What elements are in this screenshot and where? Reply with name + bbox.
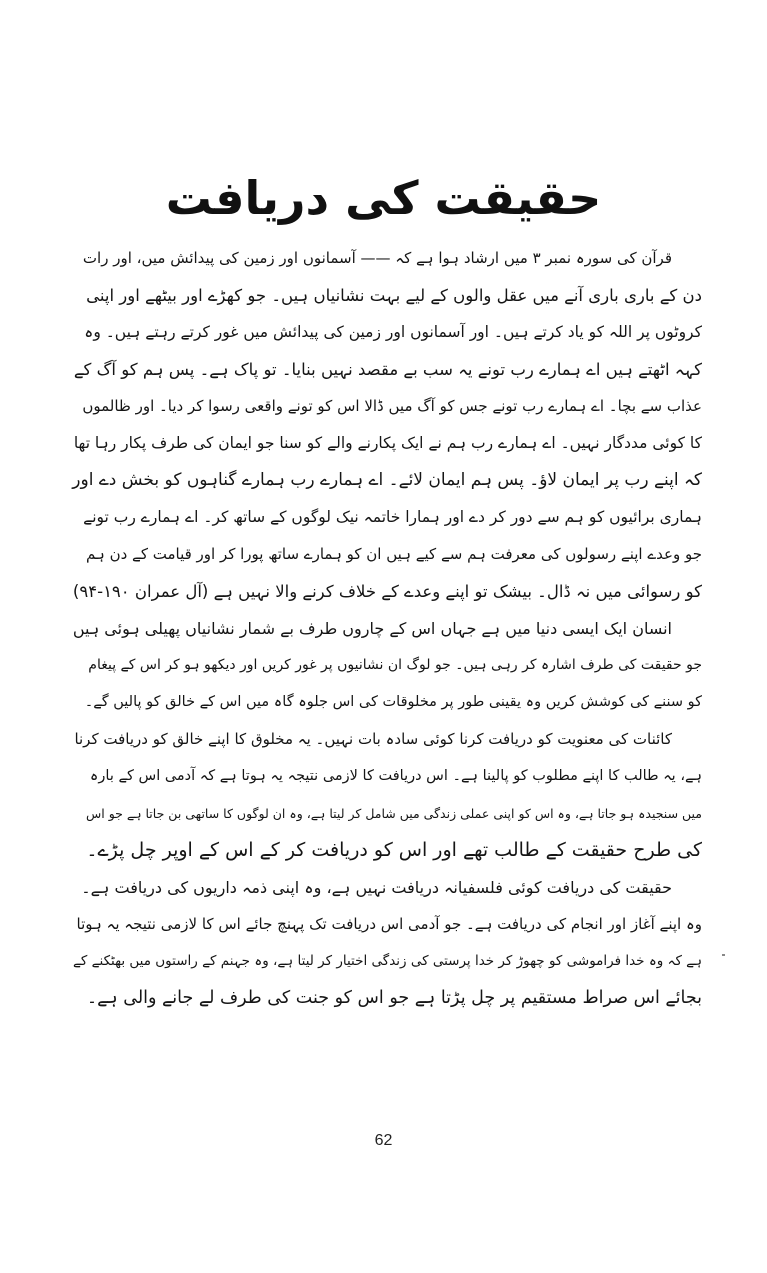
text-line: قرآن کی سورہ نمبر ۳ میں ارشاد ہوا ہے کہ —— آسمانوں اور زمین کی پیدائش میں، اور رات xyxy=(82,249,672,267)
text-line: ہماری برائیوں کو ہم سے دور کر دے اور ہمارا خاتمہ نیک لوگوں کے ساتھ کر۔ اے ہمارے رب تونے xyxy=(83,508,702,526)
text-line: کی طرح حقیقت کے طالب تھے اور اس کو دریافت کر کے اس کے اوپر چل پڑے۔ xyxy=(86,839,702,861)
text-line: میں سنجیدہ ہو جاتا ہے، وہ اس کو اپنی عملی زندگی میں شامل کر لیتا ہے، وہ ان لوگوں کا ساتھی بن جاتا ہے جو اس xyxy=(86,806,702,821)
text-line: وہ اپنے آغاز اور انجام کی دریافت ہے۔ جو آدمی اس دریافت تک پہنچ جائے اس کا لازمی نتیجہ یہ ہوتا xyxy=(76,915,702,933)
text-line: انسان ایک ایسی دنیا میں ہے جہاں اس کے چاروں طرف بے شمار نشانیاں پھیلی ہوئی ہیں xyxy=(72,619,672,638)
scan-speck xyxy=(722,954,725,956)
text-line: عذاب سے بچا۔ اے ہمارے رب تونے جس کو آگ میں ڈالا اس کو تونے واقعی رسوا کر دیا۔ اور ظالموں xyxy=(82,397,702,415)
text-line: کہہ اٹھتے ہیں اے ہمارے رب تونے یہ سب بے مقصد نہیں بنایا۔ تو پاک ہے۔ پس ہم کو آگ کے xyxy=(73,360,702,379)
text-line: کو سننے کی کوشش کریں وہ یقینی طور پر مخلوقات کی اس جلوہ گاہ میں اس کے خالق کو پالیں گے۔ xyxy=(84,694,702,710)
body-text xyxy=(70,240,702,1017)
text-line: کہ اپنے رب پر ایمان لاؤ۔ پس ہم ایمان لائے۔ اے ہمارے رب ہمارے گناہوں کو بخش دے اور xyxy=(72,470,702,490)
text-line: کائنات کی معنویت کو دریافت کرنا کوئی سادہ بات نہیں۔ یہ مخلوق کا اپنے خالق کو دریافت کرنا xyxy=(74,730,672,748)
text-line: دن کے باری باری آنے میں عقل والوں کے لیے بہت نشانیاں ہیں۔ جو کھڑے اور بیٹھے اور اپنی xyxy=(86,286,702,305)
text-line: کا کوئی مددگار نہیں۔ اے ہمارے رب ہم نے ایک پکارنے والے کو سنا جو ایمان کی طرف پکار رہا تھا xyxy=(73,434,702,452)
page-title: حقیقت کی دریافت xyxy=(165,171,602,225)
text-line: بجائے اس صراط مستقیم پر چل پڑتا ہے جو اس کو جنت کی طرف لے جانے والی ہے۔ xyxy=(86,988,702,1008)
page-number: 62 xyxy=(374,1132,393,1149)
text-line: جو حقیقت کی طرف اشارہ کر رہی ہیں۔ جو لوگ ان نشانیوں پر غور کریں اور دیکھو ہو کر اس کے پیغام xyxy=(88,657,702,673)
text-line: ہے، یہ طالب کا اپنے مطلوب کو پالینا ہے۔ اس دریافت کا لازمی نتیجہ یہ ہوتا ہے کہ آدمی اس کے بارہ xyxy=(89,768,702,784)
text-line: جو وعدے اپنے رسولوں کی معرفت ہم سے کیے ہیں ان کو ہمارے ساتھ پورا کر اور قیامت کے دن ہم xyxy=(86,545,702,563)
text-line: کروٹوں پر اللہ کو یاد کرتے ہیں۔ اور آسمانوں اور زمین کی پیدائش میں غور کرتے رہتے ہیں۔ وہ xyxy=(84,323,702,341)
text-line: حقیقت کی دریافت کوئی فلسفیانہ دریافت نہیں ہے، وہ اپنی ذمہ داریوں کی دریافت ہے۔ xyxy=(81,878,672,897)
text-line: کو رسوائی میں نہ ڈال۔ بیشک تو اپنے وعدے کے خلاف کرنے والا نہیں ہے (آل عمران ۱۹۰-۹۴) xyxy=(72,582,702,601)
text-line: ہے کہ وہ خدا فراموشی کو چھوڑ کر خدا پرستی کی زندگی اختیار کر لیتا ہے، وہ جہنم کے راستوں میں بھٹکنے کے xyxy=(72,953,702,969)
